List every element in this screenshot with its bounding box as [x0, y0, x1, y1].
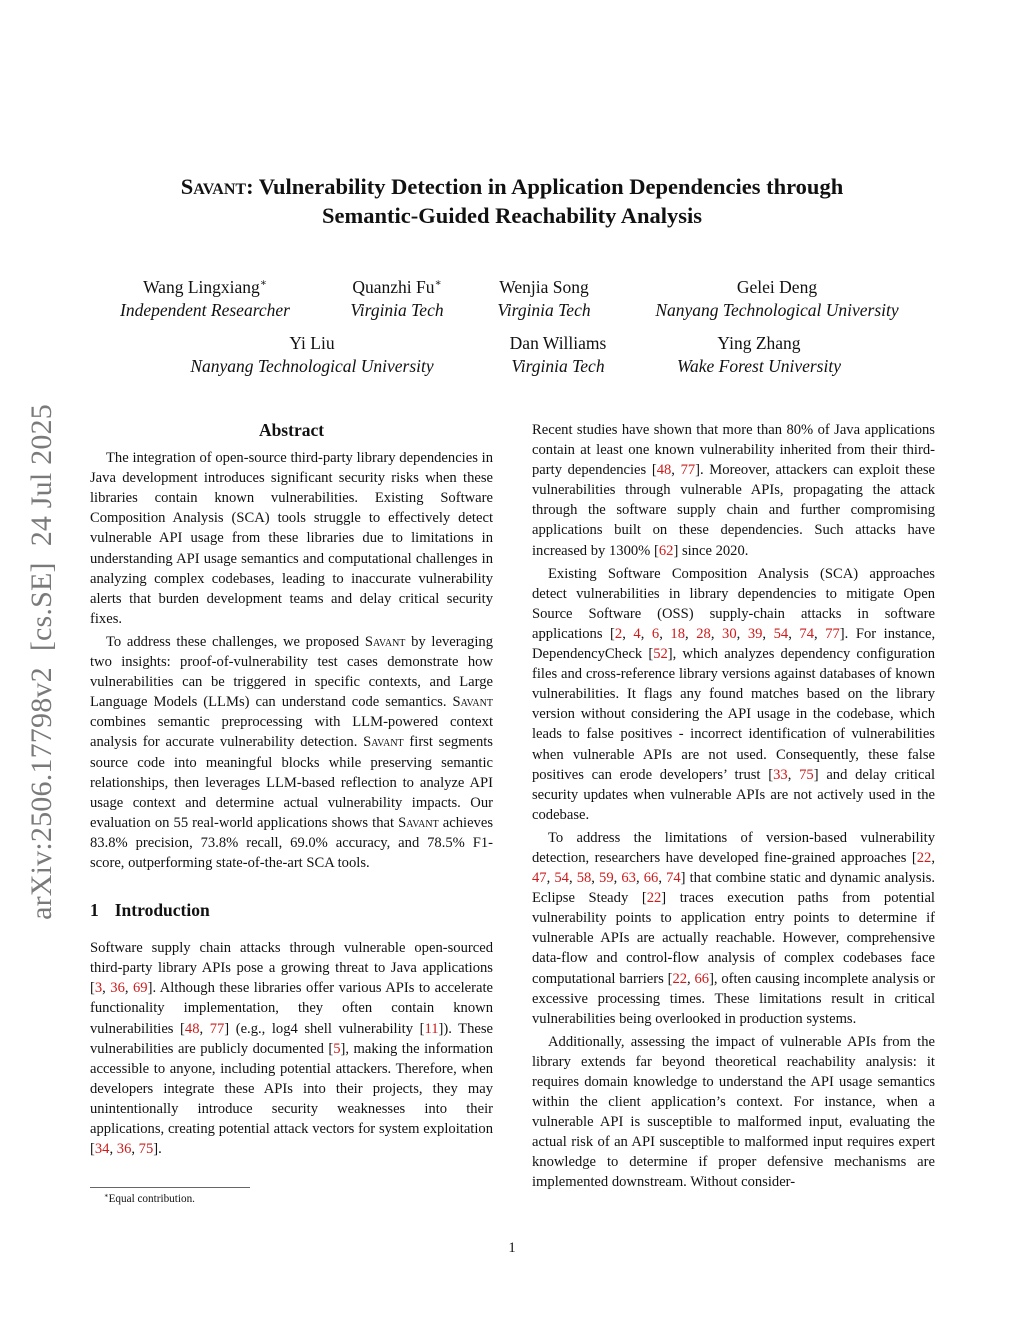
arxiv-stamp — [25, 396, 59, 928]
author-name: Ying Zhang — [717, 333, 801, 353]
citation-link[interactable]: 22 — [672, 970, 688, 987]
author-affiliation: Virginia Tech — [497, 300, 591, 320]
body-paragraph: Existing Software Composition Analysis (SCA) approaches detect vulnerabilities in library dependencies to mitigate Open Source Software (OSS) supply-chain attacks in software applications [2, 4, 6, 18, 28, 30, 39, 54, 74, 77]. For instance, DependencyCheck [52], which analyzes dependency configuration files and cross-reference library versions against databases of known vulnerabilities. It flags any found matches based on the library version without considering the API usage in the codebase, which leads to false positives - incorrect identification of vulnerabilities when vulnerable APIs are not used. Consequently, these false positives can erode developers’ trust [33, 75] and delay critical security updates when vulnerable APIs are not actively used in the codebase. — [532, 565, 936, 823]
page-number: 1 — [508, 1240, 516, 1256]
citation-link[interactable]: 74 — [799, 625, 814, 642]
paper-title — [110, 172, 914, 230]
citation-link[interactable]: 77 — [680, 462, 696, 479]
body-paragraph: To address the limitations of version-based vulnerability detection, researchers have developed fine-grained approaches [22, 47, 54, 58, 59, 63, 66, 74] that combine static and dynamic analysis. Eclipse Steady [22] traces execution paths from potential vulnerability points to application entry points to determine if vulnerable APIs are actually reachable. However, comprehensive data-flow and control-flow analysis of complex codebases face computational barriers [22, 66], often causing incomplete analysis or excessive processing times. These limitations result in critical vulnerabilities being overlooked in production systems. — [532, 829, 936, 1027]
citation-link[interactable]: 69 — [132, 980, 148, 997]
citation-link[interactable]: 66 — [643, 870, 659, 887]
footnote — [104, 1192, 195, 1206]
title-line-1 — [110, 172, 914, 201]
footnote-mark: ∗ — [104, 1192, 109, 1200]
citation-link[interactable]: 4 — [633, 625, 641, 642]
section-number: 1 — [90, 900, 99, 921]
citation-link[interactable]: 48 — [656, 462, 672, 479]
right-column — [532, 420, 935, 1193]
citation-link[interactable]: 2 — [614, 625, 623, 642]
citation-link[interactable]: 18 — [670, 625, 686, 642]
author-affiliation: Wake Forest University — [677, 356, 841, 376]
author-block — [677, 332, 841, 378]
author-block — [120, 276, 290, 322]
citation-link[interactable]: 36 — [110, 980, 125, 997]
citation-link[interactable]: 62 — [658, 542, 674, 559]
citation-link[interactable]: 36 — [116, 1141, 132, 1158]
citation-link[interactable]: 66 — [694, 970, 710, 987]
citation-link[interactable]: 5 — [333, 1040, 341, 1057]
arxiv-id: arXiv:2506.17798v2 — [25, 667, 58, 920]
citation-link[interactable]: 54 — [554, 870, 569, 887]
citation-link[interactable]: 77 — [209, 1020, 225, 1037]
author-name: Gelei Deng — [736, 277, 818, 297]
citation-link[interactable]: 54 — [773, 625, 789, 642]
author-name: Wenjia Song — [499, 277, 589, 297]
citation-link[interactable]: 74 — [666, 870, 681, 887]
citation-link[interactable]: 48 — [184, 1020, 200, 1037]
author-name: Quanzhi Fu∗ — [352, 277, 442, 297]
author-affiliation: Nanyang Technological University — [655, 300, 899, 320]
author-block — [655, 276, 898, 322]
arxiv-date: 24 Jul 2025 — [25, 404, 58, 547]
citation-link[interactable]: 75 — [799, 766, 814, 783]
author-name: Dan Williams — [509, 333, 607, 353]
title-line-1-rest: : Vulnerability Detection in Application Dependencies through — [246, 174, 844, 199]
footnote-text: Equal contribution. — [108, 1193, 195, 1205]
citation-link[interactable]: 39 — [747, 625, 763, 642]
abstract-heading: Abstract — [258, 420, 325, 440]
author-block — [497, 276, 590, 322]
citation-link[interactable]: 75 — [138, 1141, 154, 1158]
citation-link[interactable]: 52 — [653, 646, 668, 663]
body-paragraph: Additionally, assessing the impact of vulnerable APIs from the library extends far beyond theoretical reachability analysis: it requires domain knowledge to understand the API usage semantics within the client application’s context. For instance, when a vulnerable API is susceptible to malformed input, evaluating the actual risk of an API susceptible to malformed input requires expert knowledge to determine if proper defensive mechanisms are implemented downstream. Without consider- — [532, 1033, 935, 1191]
author-block — [190, 332, 433, 378]
citation-link[interactable]: 6 — [651, 625, 660, 642]
author-name: Wang Lingxiang∗ — [143, 277, 267, 297]
title-line-2: Semantic-Guided Reachability Analysis — [321, 203, 703, 228]
footnote-divider — [90, 1187, 250, 1188]
author-affiliation: Nanyang Technological University — [190, 356, 434, 376]
left-column — [90, 420, 493, 1159]
citation-link[interactable]: 59 — [599, 870, 614, 887]
body-paragraph: Recent studies have shown that more than 80% of Java applications contain at least one known vulnerability inherited from their third-party dependencies [48, 77]. Moreover, attackers can exploit these vulnerabilities through vulnerable APIs, propagating the attack through the software supply chain and further compromising applications built on these dependencies. Such attacks have increased by 1300% [62] since 2020. — [532, 422, 936, 559]
title-system-name: Savant — [180, 174, 247, 199]
citation-link[interactable]: 63 — [621, 870, 636, 887]
citation-link[interactable]: 33 — [773, 766, 788, 783]
citation-link[interactable]: 30 — [722, 625, 737, 642]
author-block — [350, 276, 443, 322]
citation-link[interactable]: 22 — [916, 849, 932, 866]
citation-link[interactable]: 3 — [94, 980, 103, 997]
citation-link[interactable]: 47 — [532, 870, 547, 887]
author-affiliation: Independent Researcher — [120, 300, 290, 320]
author-affiliation: Virginia Tech — [511, 356, 605, 376]
author-block — [510, 332, 607, 378]
section-heading — [90, 900, 493, 920]
citation-link[interactable]: 11 — [424, 1020, 439, 1037]
abstract-paragraph: The integration of open-source third-party library dependencies in Java development introduces significant security risks when these libraries contain known vulnerabilities. Existing Software Composition Analysis (SCA) tools struggle to effectively detect vulnerable API usage from these libraries due to limitations in understanding API usage semantics and computational challenges in analyzing complex codebases, leading to inaccurate vulnerability alerts that burden development teams and delay critical security fixes. — [90, 450, 493, 627]
citation-link[interactable]: 58 — [576, 870, 592, 887]
abstract-paragraph: To address these challenges, we proposed Savant by leveraging two insights: proof-of-vulnerability test cases demonstrate how vulnerabilities can be triggered in specific contexts, and Large Language Models (LLMs) can understand code semantics. Savant combines semantic preprocessing with LLM-powered context analysis for accurate vulnerability detection. Savant first segments source code into meaningful blocks while preserving semantic relationships, then leverages LLM-based reflection to analyze API usage context and determine actual vulnerability impacts. Our evaluation on 55 real-world applications shows that Savant achieves 83.8% precision, 73.8% recall, 69.0% accuracy, and 78.5% F1-score, outperforming state-of-the-art SCA tools. — [90, 633, 493, 871]
body-paragraph: Software supply chain attacks through vulnerable open-sourced third-party library APIs pose a growing threat to Java applications [3, 36, 69]. Although these libraries offer various APIs to accelerate functionality implementation, they often contain known vulnerabilities [48, 77] (e.g., log4 shell vulnerability [11]). These vulnerabilities are publicly documented [5], making the information accessible to anyone, including potential attackers. Therefore, when developers integrate these APIs into their projects, they may unintentionally introduce security weaknesses into their applications, creating potential attack vectors for system exploitation [34, 36, 75]. — [90, 940, 494, 1158]
section-title: Introduction — [114, 900, 210, 921]
arxiv-category: [cs.SE] — [25, 562, 58, 652]
citation-link[interactable]: 34 — [94, 1141, 110, 1158]
citation-link[interactable]: 28 — [696, 625, 711, 642]
citation-link[interactable]: 22 — [646, 890, 662, 907]
author-affiliation: Virginia Tech — [350, 300, 444, 320]
citation-link[interactable]: 77 — [825, 625, 840, 642]
author-name: Yi Liu — [289, 333, 335, 353]
